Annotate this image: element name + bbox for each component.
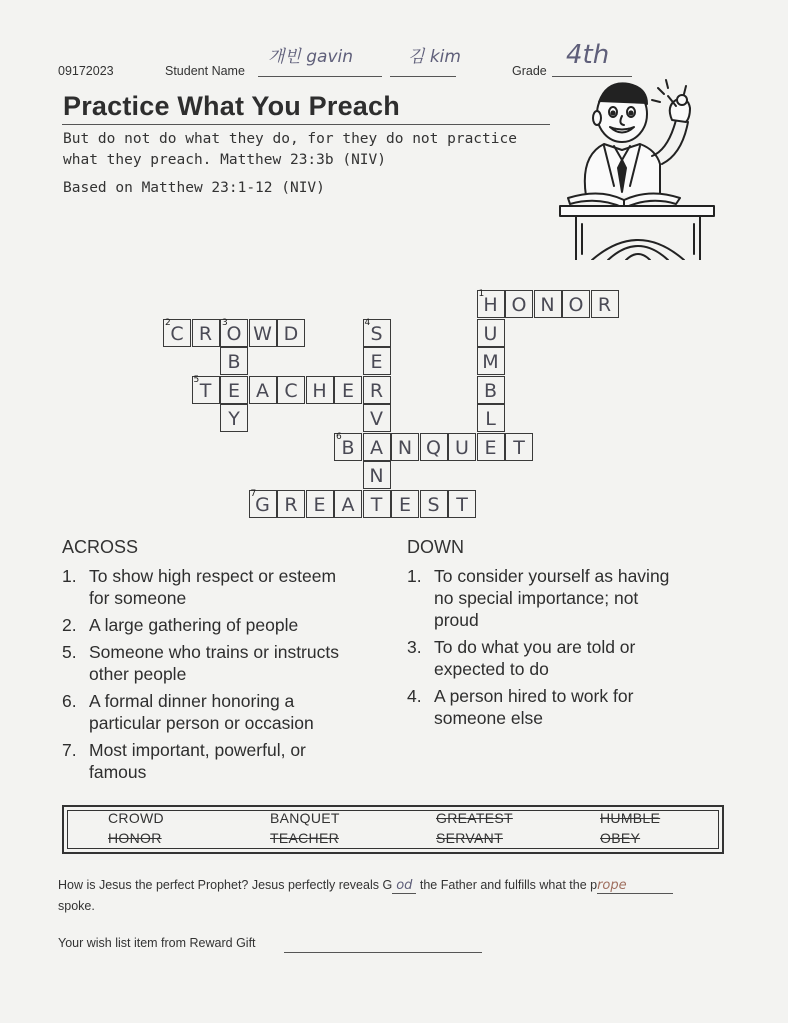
down-clue — [407, 636, 727, 680]
crossword-cell-letter: G — [255, 493, 270, 516]
page-title: Practice What You Preach — [63, 91, 400, 121]
crossword-cell[interactable] — [505, 433, 533, 461]
question-blank-1[interactable]: od — [392, 878, 416, 894]
crossword-cell-letter: V — [370, 408, 383, 430]
clue-number: 1. — [407, 566, 422, 586]
crossword-cell-letter: U — [483, 322, 498, 345]
clue-line: A large gathering of people — [89, 615, 299, 635]
crossword-cell-letter: W — [253, 322, 272, 345]
word-bank-word: OBEY — [600, 830, 641, 846]
crossword-cell[interactable] — [391, 433, 419, 461]
across-heading: ACROSS — [62, 537, 139, 557]
crossword-cell[interactable] — [534, 290, 562, 318]
title-rule — [62, 124, 550, 125]
crossword-cell[interactable] — [220, 404, 248, 432]
crossword-cell[interactable] — [363, 433, 391, 461]
worksheet-code: 09172023 — [58, 64, 114, 78]
clue-number: 2. — [62, 615, 77, 635]
clue-line: other people — [89, 664, 187, 684]
clue-text — [89, 565, 336, 609]
crossword-cell-letter: Q — [426, 436, 441, 459]
down-clue — [407, 565, 727, 631]
crossword-cell-letter: R — [284, 493, 298, 516]
crossword-cell-letter: B — [341, 436, 355, 459]
crossword-cell[interactable] — [505, 290, 533, 318]
clue-text — [434, 636, 635, 680]
crossword-cell[interactable] — [249, 376, 277, 404]
based-on-text: Based on Matthew 23:1-12 (NIV) — [63, 180, 325, 196]
crossword-cell-letter: U — [455, 436, 469, 459]
preacher-illustration — [552, 76, 724, 260]
crossword-cell-letter: A — [370, 436, 383, 459]
crossword-cell[interactable] — [192, 319, 220, 347]
crossword-cell[interactable] — [249, 490, 277, 518]
crossword-cell[interactable] — [448, 490, 476, 518]
crossword-cell[interactable] — [477, 319, 505, 347]
crossword-cell-number: 2 — [165, 317, 171, 328]
crossword-cell-letter: M — [482, 351, 499, 373]
wish-list-line[interactable] — [284, 951, 482, 953]
word-bank-word: HONOR — [108, 830, 162, 846]
clue-line: To consider yourself as having — [434, 566, 670, 586]
crossword-cell-letter: E — [398, 493, 411, 516]
crossword-cell[interactable] — [477, 376, 505, 404]
student-name-label: Student Name — [165, 64, 245, 78]
grade-handwriting: 4th — [566, 40, 610, 70]
crossword-cell-letter: N — [540, 294, 555, 316]
clue-line: no special importance; not — [434, 588, 639, 608]
crossword-cell[interactable] — [562, 290, 590, 318]
crossword-cell[interactable] — [363, 376, 391, 404]
across-clue — [62, 641, 392, 685]
crossword-cell-letter: E — [313, 493, 326, 516]
crossword-cell-letter: E — [484, 436, 497, 459]
word-bank-word: CROWD — [108, 810, 164, 826]
crossword-cell[interactable] — [420, 490, 448, 518]
down-clue — [407, 685, 727, 729]
verse-line-1: But do not do what they do, for they do not practice — [63, 131, 517, 147]
question-blank-2[interactable]: rope — [597, 878, 673, 894]
crossword-cell[interactable] — [306, 376, 334, 404]
crossword-cell-letter: R — [198, 322, 213, 345]
crossword-cell-number: 1 — [478, 289, 485, 299]
crossword-cell[interactable] — [277, 319, 305, 347]
student-name-line-1[interactable] — [258, 75, 382, 77]
word-bank-word: BANQUET — [270, 810, 340, 826]
clue-line: A person hired to work for — [434, 686, 634, 706]
clue-number: 1. — [62, 566, 77, 586]
crossword-cell[interactable] — [448, 433, 476, 461]
crossword-grid — [163, 290, 619, 520]
word-bank — [62, 805, 724, 854]
crossword-cell-letter: A — [256, 379, 269, 402]
across-clue — [62, 565, 392, 609]
clue-text — [89, 690, 314, 734]
crossword-cell-letter: T — [199, 379, 212, 402]
crossword-cell-letter: R — [597, 294, 612, 316]
crossword-cell-letter: H — [312, 379, 327, 402]
student-name-line-2[interactable] — [390, 75, 456, 77]
wish-list-label: Your wish list item from Reward Gift — [58, 936, 256, 950]
crossword-cell-letter: Y — [228, 408, 240, 430]
clue-line: Most important, powerful, or — [89, 740, 306, 760]
verse-line-2: what they preach. Matthew 23:3b (NIV) — [63, 152, 387, 168]
crossword-cell[interactable] — [477, 347, 505, 375]
crossword-cell-letter: L — [485, 408, 496, 430]
crossword-cell[interactable] — [277, 490, 305, 518]
crossword-cell-number: 6 — [336, 431, 342, 442]
clue-text — [89, 614, 298, 636]
across-clue — [62, 614, 392, 636]
down-clues — [407, 565, 727, 734]
crossword-cell-letter: S — [427, 493, 440, 516]
across-clue — [62, 690, 392, 734]
crossword-cell-letter: E — [227, 379, 240, 402]
crossword-cell[interactable] — [363, 347, 391, 375]
crossword-cell-number: 5 — [193, 374, 200, 385]
question-text-c: spoke. — [58, 899, 95, 913]
word-bank-word: HUMBLE — [600, 810, 661, 826]
crossword-cell[interactable] — [163, 319, 191, 347]
crossword-cell[interactable] — [391, 490, 419, 518]
crossword-cell-number: 3 — [222, 317, 228, 328]
question-text-a: How is Jesus the perfect Prophet? Jesus perfectly reveals G — [58, 878, 393, 892]
crossword-cell-number: 7 — [250, 488, 257, 499]
crossword-cell[interactable] — [334, 490, 362, 518]
crossword-cell-letter: N — [397, 436, 413, 459]
grade-label: Grade — [512, 64, 547, 78]
crossword-cell-letter: A — [341, 493, 355, 516]
crossword-cell-letter: C — [284, 379, 298, 402]
word-bank-word: TEACHER — [270, 830, 339, 846]
crossword-cell-letter: O — [511, 294, 527, 316]
down-heading: DOWN — [407, 537, 464, 557]
crossword-cell[interactable] — [477, 404, 505, 432]
across-clues — [62, 565, 392, 788]
clue-line: particular person or occasion — [89, 713, 314, 733]
clue-line: To do what you are told or — [434, 637, 636, 657]
question-text-b: the Father and fulfills what the p — [416, 878, 598, 892]
clue-line: Someone who trains or instructs — [89, 642, 339, 662]
crossword-cell-letter: B — [483, 379, 498, 402]
crossword-cell[interactable] — [277, 376, 305, 404]
crossword-cell[interactable] — [591, 290, 619, 318]
crossword-cell[interactable] — [220, 319, 248, 347]
crossword-cell[interactable] — [220, 347, 248, 375]
clue-number: 4. — [407, 686, 422, 706]
crossword-cell[interactable] — [334, 433, 362, 461]
crossword-cell-letter: T — [513, 436, 525, 459]
clue-text — [434, 565, 669, 631]
crossword-cell[interactable] — [363, 404, 391, 432]
crossword-cell-letter: O — [568, 294, 584, 316]
crossword-cell[interactable] — [363, 461, 391, 489]
crossword-cell-letter: C — [170, 322, 184, 345]
crossword-cell-letter: R — [369, 379, 384, 402]
crossword-cell-letter: O — [226, 322, 242, 345]
clue-number: 6. — [62, 691, 77, 711]
crossword-cell[interactable] — [334, 376, 362, 404]
crossword-cell[interactable] — [363, 490, 391, 518]
across-clue — [62, 739, 392, 783]
crossword-cell-letter: S — [370, 322, 383, 345]
clue-number: 5. — [62, 642, 77, 662]
clue-line: To show high respect or esteem — [89, 566, 337, 586]
clue-number: 7. — [62, 740, 77, 760]
crossword-cell-letter: T — [456, 493, 468, 516]
clue-line: famous — [89, 762, 147, 782]
clue-line: expected to do — [434, 659, 549, 679]
crossword-cell[interactable] — [477, 290, 505, 318]
crossword-cell[interactable] — [306, 490, 334, 518]
student-name-handwriting-2: 김 kim — [408, 47, 461, 67]
crossword-cell-letter: T — [370, 493, 383, 516]
crossword-cell-letter: H — [483, 294, 498, 316]
crossword-cell-letter: D — [283, 322, 299, 345]
crossword-cell[interactable] — [220, 376, 248, 404]
clue-line: A formal dinner honoring a — [89, 691, 295, 711]
clue-line: for someone — [89, 588, 187, 608]
clue-text — [89, 739, 306, 783]
clue-line: proud — [434, 610, 479, 630]
clue-text — [434, 685, 633, 729]
clue-number: 3. — [407, 637, 422, 657]
crossword-cell[interactable] — [249, 319, 277, 347]
crossword-cell[interactable] — [420, 433, 448, 461]
crossword-cell-number: 4 — [364, 317, 371, 328]
crossword-cell[interactable] — [192, 376, 220, 404]
crossword-cell-letter: N — [369, 465, 384, 487]
student-name-handwriting-1: 개빈 gavin — [268, 47, 354, 67]
crossword-cell[interactable] — [363, 319, 391, 347]
crossword-cell-letter: E — [341, 379, 354, 402]
crossword-cell-letter: B — [227, 351, 241, 373]
clue-text — [89, 641, 339, 685]
crossword-cell-letter: E — [370, 351, 383, 373]
crossword-cell[interactable] — [477, 433, 505, 461]
prophet-question — [58, 878, 738, 913]
verse-text — [63, 129, 517, 171]
word-bank-word: SERVANT — [436, 830, 503, 846]
clue-line: someone else — [434, 708, 543, 728]
word-bank-word: GREATEST — [436, 810, 513, 826]
